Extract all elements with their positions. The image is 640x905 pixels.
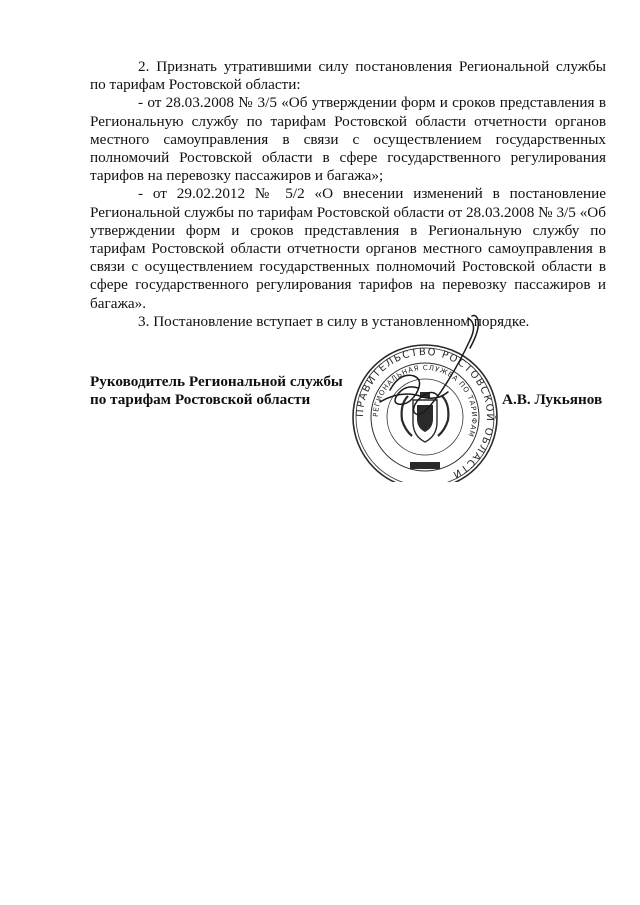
seal-inner-text: РЕГИОНАЛЬНАЯ СЛУЖБА ПО ТАРИФАМ: [371, 363, 479, 439]
document-body: [90, 58, 606, 331]
signatory-title-line-1: Руководитель Региональной службы: [90, 373, 343, 390]
signatory-name: А.В. Лукьянов: [502, 391, 603, 408]
paragraph-item-3: 3. Постановление вступает в силу в установленном порядке.: [138, 312, 530, 330]
paragraph-repeal-2012: - от 29.02.2012 № 5/2 «О внесении изменений в постановление Региональной службы по тарифам Ростовской области от 28.03.2008 № 3/5 «Об утверждении форм и сроков представления в Региональную службу по тарифам Ростовской области отчетности органов местного самоуправления в связи с осуществлением государственных полномочий Ростовской области в сфере государственного регулирования тарифов на перевозку пассажиров и багажа».: [90, 185, 606, 312]
paragraph-repeal-2008: - от 28.03.2008 № 3/5 «Об утверждении форм и сроков представления в Региональную службу по тарифам Ростовской области отчетности органов местного самоуправления в связи с осуществлением государственных полномочий Ростовской области в сфере государственного регулирования тарифов на перевозку пассажиров и багажа»;: [90, 94, 606, 185]
coat-of-arms-icon: [402, 392, 449, 442]
signatory-title-line-2: по тарифам Ростовской области: [90, 391, 311, 408]
official-seal-with-signature: [350, 312, 500, 482]
seal-number-plate: [410, 462, 440, 469]
signatory-title: [90, 373, 343, 409]
paragraph-item-2: 2. Признать утратившими силу постановления Региональной службы по тарифам Ростовской области:: [90, 58, 606, 94]
seal-outer-text: ПРАВИТЕЛЬСТВО РОСТОВСКОЙ ОБЛАСТИ: [354, 346, 496, 481]
